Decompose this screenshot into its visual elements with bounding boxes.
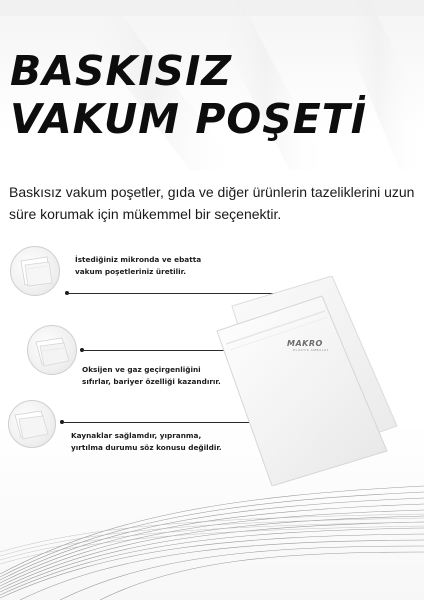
feature-1-text (75, 254, 201, 278)
feature-2-line-1: Oksijen ve gaz geçirgenliğini (82, 365, 201, 374)
bag-stack-icon (28, 326, 76, 374)
bag-stack-icon (11, 247, 59, 295)
feature-2-text (82, 364, 221, 388)
brand-logo: MAKRO (287, 339, 323, 348)
feature-2-line-2: sıfırlar, bariyer özelliği kazandırır. (82, 377, 221, 386)
feature-1-line-2: vakum poşetleriniz üretilir. (75, 267, 186, 276)
title-line-2: VAKUM POŞETİ (10, 95, 368, 143)
brand-subtitle: PLASTİK AMBALAJ (293, 348, 329, 352)
decorative-wave-lines (0, 456, 424, 600)
feature-3-line-1: Kaynaklar sağlamdır, yıpranma, (71, 431, 202, 440)
vacuum-bags-illustration (212, 276, 402, 486)
feature-1-line-1: İstediğiniz mikronda ve ebatta (75, 255, 202, 264)
feature-3-text (71, 430, 222, 454)
feature-3-thumbnail (8, 400, 56, 448)
feature-3-line-2: yırtılma durumu söz konusu değildir. (71, 443, 222, 452)
title-line-1: BASKISIZ (10, 47, 233, 95)
description-text: Baskısız vakum poşetler, gıda ve diğer ürünlerin tazeliklerini uzun süre korumak için mükemmel bir seçenektir. (9, 184, 415, 222)
feature-1-thumbnail (10, 246, 60, 296)
feature-2-connector (82, 350, 232, 351)
bag-stack-icon (9, 401, 55, 447)
feature-2-thumbnail (27, 325, 77, 375)
